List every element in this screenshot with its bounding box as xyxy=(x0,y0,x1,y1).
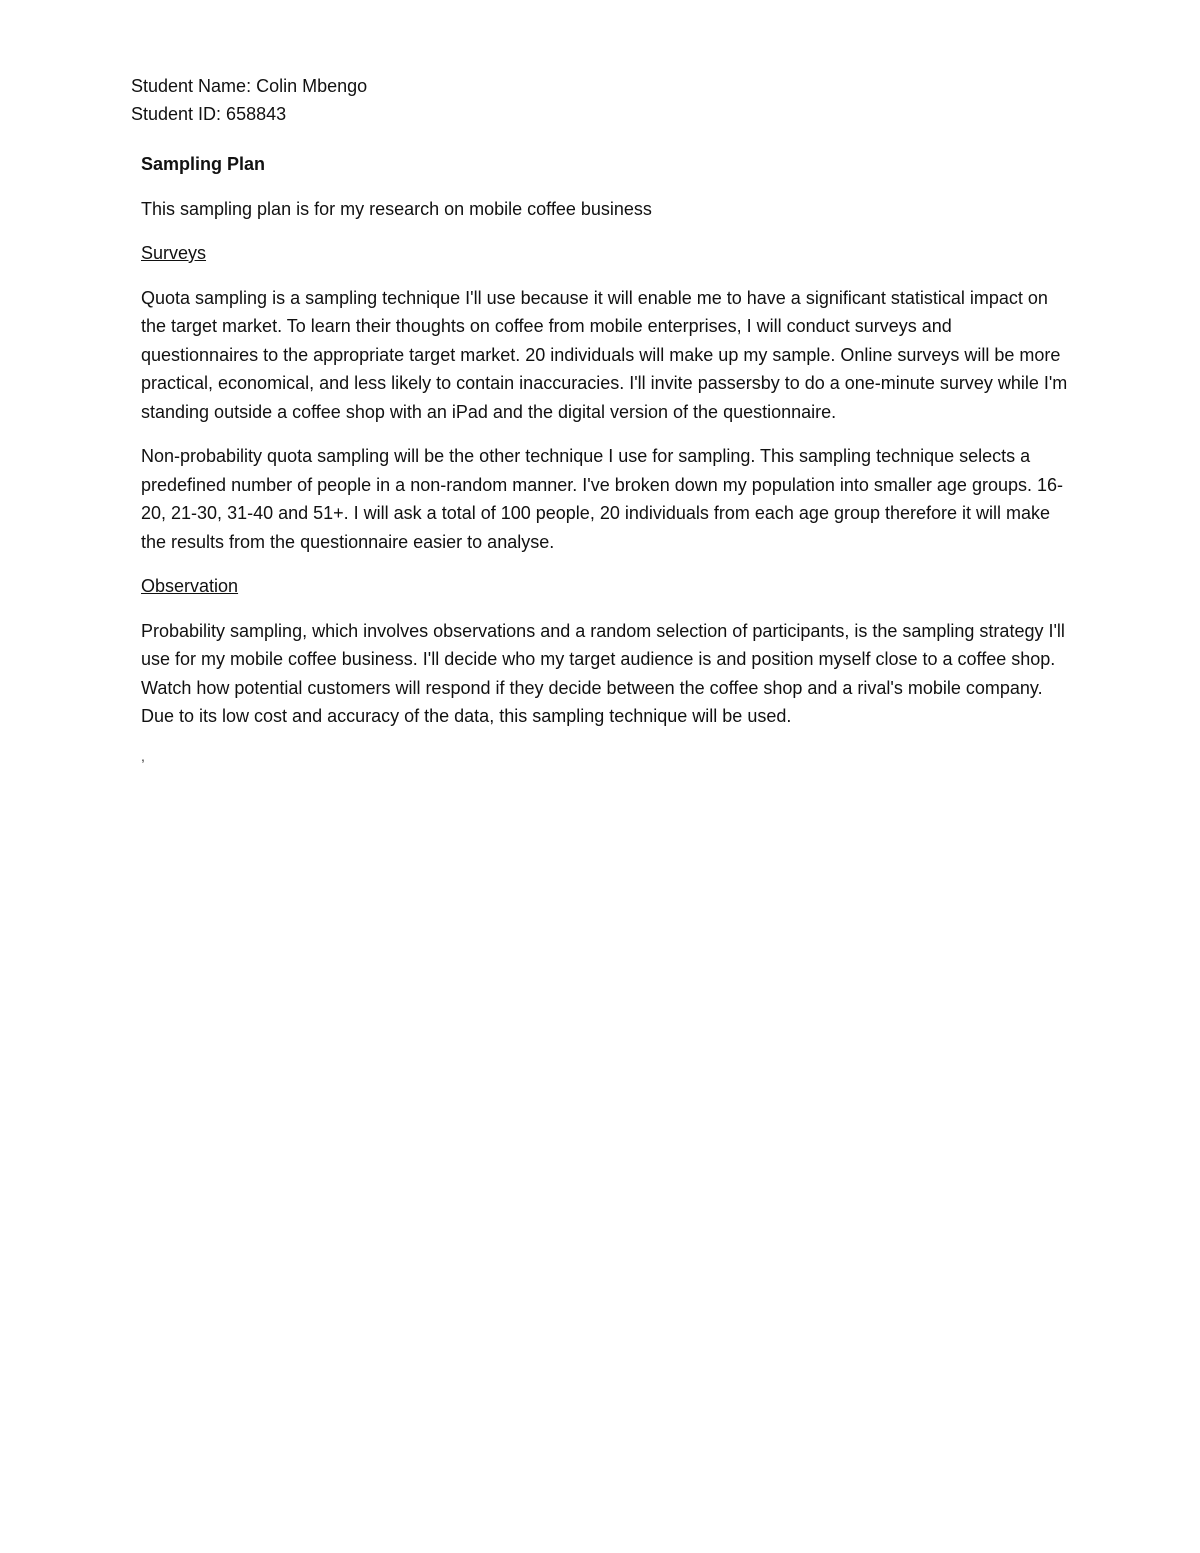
student-header xyxy=(131,72,367,128)
section-surveys xyxy=(141,239,1071,556)
paragraph: Probability sampling, which involves observations and a random selection of participants, is the sampling strategy I'll use for my mobile coffee business. I'll decide who my target audience is and position myself close to a coffee shop. Watch how potential customers will respond if they decide between the coffee shop and a rival's mobile company. Due to its low cost and accuracy of the data, this sampling technique will be used. xyxy=(141,620,1065,726)
student-name: Student Name: Colin Mbengo xyxy=(131,76,368,96)
paragraph: Non-probability quota sampling will be the other technique I use for sampling. This sampling technique selects a predefined number of people in a non-random manner. I've broken down my population into smaller age groups. 16-20, 21-30, 31-40 and 51+. I will ask a total of 100 people, 20 individuals from each age group therefore it will make the results from the questionnaire easier to analyse. xyxy=(141,446,1063,552)
intro-paragraph: This sampling plan is for my research on mobile coffee business xyxy=(141,198,652,219)
student-id: Student ID: 658843 xyxy=(131,104,287,124)
trailing-mark: , xyxy=(141,747,145,764)
document-body xyxy=(141,150,1071,765)
paragraph: Quota sampling is a sampling technique I'll use because it will enable me to have a significant statistical impact on the target market. To learn their thoughts on coffee from mobile enterprises, I will conduct surveys and questionnaires to the appropriate target market. 20 individuals will make up my sample. Online surveys will be more practical, economical, and less likely to contain inaccuracies. I'll invite passersby to do a one-minute survey while I'm standing outside a coffee shop with an iPad and the digital version of the questionnaire. xyxy=(141,287,1068,422)
section-heading: Observation xyxy=(141,576,239,596)
section-heading: Surveys xyxy=(141,243,207,263)
section-observation xyxy=(141,572,1071,731)
document-title: Sampling Plan xyxy=(141,154,266,174)
